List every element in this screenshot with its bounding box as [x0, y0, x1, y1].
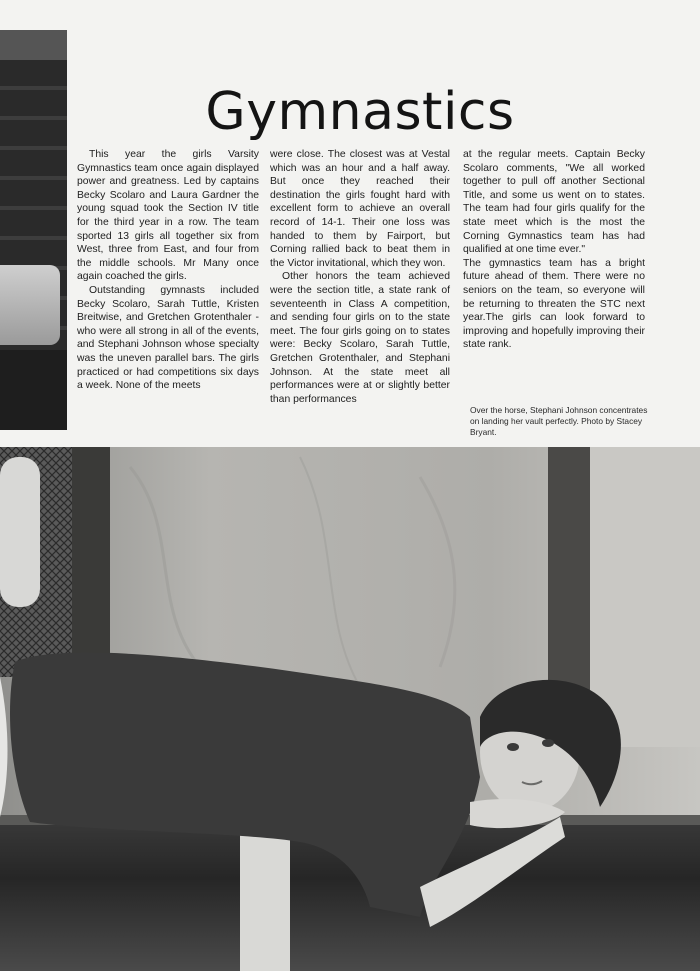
- paragraph: Outstanding gymnasts included Becky Scolaro, Sarah Tuttle, Kristen Breitwise, and Gretchen Grotenthaler - who were all strong in all of the events, and Stephani Johnson whose specialty was the uneven parallel bars. The girls practiced or had competitions six days a week. None of the meets: [77, 284, 259, 392]
- article-column-2: [270, 148, 450, 406]
- main-photo: [0, 447, 700, 971]
- gymnast-photo-illustration: [0, 447, 700, 971]
- mat-pad: [0, 265, 60, 345]
- paragraph: were close. The closest was at Vestal which was an hour and a half away. But once they reached their destination the girls fought hard with excellent form to achieve an overall record of 14-1. Their one loss was handed to them by Fairport, but Corning rallied back to beat them in the Victor invitational, which they won.: [270, 149, 450, 269]
- article-column-3: [463, 148, 645, 352]
- equipment-base: [0, 350, 67, 430]
- paragraph: at the regular meets. Captain Becky Scolaro comments, "We all worked together to pull off another Sectional Title, and some us went on to states. The team had four girls qualify for the state meet which is the most the Corning Gymnastics team has had qualified at one time ever.": [463, 149, 645, 256]
- page-title: Gymnastics: [205, 82, 515, 142]
- article-column-1: [77, 148, 259, 393]
- photo-caption: Over the horse, Stephani Johnson concentrates on landing her vault perfectly. Photo by Stacey Bryant.: [470, 405, 648, 437]
- paragraph: Other honors the team achieved were the section title, a state rank of seventeenth in Class A competition, and sending four girls on to the state meet. The four girls going on to states were: Becky Scolaro, Sarah Tuttle, Gretchen Grotenthaler, and Stephani Johnson. At the state meet all performances were at or slightly better than performances: [270, 271, 450, 405]
- paragraph: The gymnastics team has a bright future ahead of them. There were no seniors on the team, so everyone will be returning to threaten the STC next year.The girls can look forward to improving and hopefully improving their state rank.: [463, 257, 645, 351]
- paragraph: This year the girls Varsity Gymnastics team once again displayed power and greatness. Led by captains Becky Scolaro and Laura Gardner the young squad took the Section IV title for the third year in a row. The team sported 13 girls all together six from West, three from East, and four from the middle schools. Mr Many once again coached the girls.: [77, 149, 259, 283]
